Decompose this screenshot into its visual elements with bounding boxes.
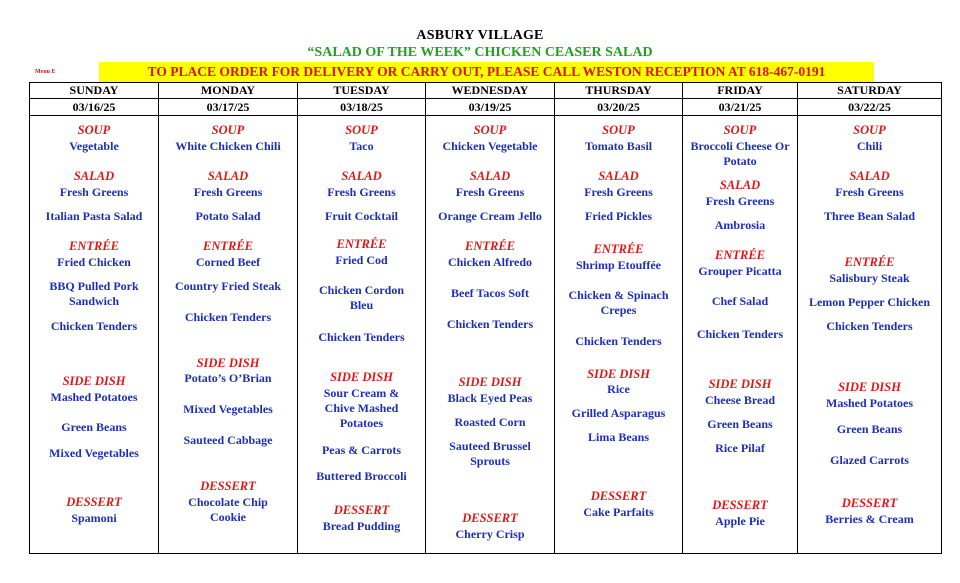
side-dish-item: Green Beans (836, 422, 903, 436)
side-dish-item: Roasted Corn (454, 415, 526, 429)
salad-item: Italian Pasta Salad (45, 209, 143, 223)
entree-item: Grouper Picatta (698, 264, 782, 278)
side-dish-item: Mixed Vegetables (49, 446, 139, 460)
day-header-row (30, 83, 942, 99)
day-date: 03/17/25 (159, 99, 298, 116)
entree-item: Country Fried Steak (175, 279, 281, 293)
side-dish-item: Lima Beans (587, 430, 649, 444)
dessert-item: Chocolate Chip Cookie (188, 495, 268, 524)
salad-item: Fresh Greens (705, 194, 775, 208)
entree-item: Fried Cod (335, 253, 388, 267)
salad-heading: SALAD (849, 169, 890, 183)
dessert-heading: DESSERT (841, 496, 898, 510)
salad-item: Fried Pickles (585, 209, 652, 223)
day-column-monday (159, 116, 298, 554)
side-dish-item: Mashed Potatoes (826, 396, 913, 410)
soup-heading: SOUP (345, 123, 378, 137)
side-dish-heading: SIDE DISH (708, 377, 772, 391)
side-dish-item: Rice (607, 382, 630, 396)
day-column-wednesday (426, 116, 555, 554)
soup-item: Vegetable (69, 139, 119, 153)
salad-item: Fresh Greens (455, 185, 525, 199)
side-dish-item: Mixed Vegetables (183, 402, 273, 416)
entree-heading: ENTRÉE (68, 239, 119, 253)
soup-heading: SOUP (473, 123, 507, 137)
entree-item: Salisbury Steak (829, 271, 910, 285)
salad-item: Fruit Cocktail (325, 209, 398, 223)
dessert-heading: DESSERT (333, 503, 390, 517)
day-name: SATURDAY (798, 83, 942, 99)
side-dish-heading: SIDE DISH (587, 367, 650, 381)
entree-item: Chicken Tenders (696, 327, 784, 341)
entree-item: Chicken Cordon Bleu (318, 283, 404, 312)
salad-item: Fresh Greens (59, 185, 129, 199)
salad-heading: SALAD (73, 169, 115, 183)
date-row (30, 99, 942, 116)
side-dish-item: Sour Cream & Chive Mashed Potatoes (323, 386, 400, 430)
salad-item: Fresh Greens (193, 185, 263, 199)
entree-heading: ENTRÉE (336, 237, 387, 251)
dessert-heading: DESSERT (200, 479, 256, 493)
day-date: 03/19/25 (426, 99, 555, 116)
salad-heading: SALAD (341, 169, 382, 183)
soup-heading: SOUP (602, 123, 635, 137)
side-dish-item: Cheese Bread (704, 393, 776, 407)
day-date: 03/18/25 (298, 99, 426, 116)
dessert-item: Cake Parfaits (583, 505, 654, 519)
day-name: SUNDAY (30, 83, 159, 99)
entree-heading: ENTRÉE (714, 248, 765, 262)
entree-item: Beef Tacos Soft (451, 286, 529, 300)
entree-heading: ENTRÉE (202, 239, 253, 253)
soup-heading: SOUP (723, 123, 757, 137)
side-dish-item: Black Eyed Peas (447, 391, 533, 405)
dessert-item: Spamoni (71, 511, 117, 525)
side-dish-item: Sauteed Cabbage (183, 433, 273, 447)
side-dish-item: Buttered Broccoli (316, 469, 407, 483)
entree-item: Chicken Tenders (575, 334, 662, 348)
day-name: TUESDAY (298, 83, 426, 99)
day-date: 03/21/25 (683, 99, 798, 116)
day-name: FRIDAY (683, 83, 798, 99)
salad-heading: SALAD (469, 169, 511, 183)
dessert-item: Apple Pie (715, 514, 765, 528)
soup-item: Chili (856, 139, 883, 153)
entree-item: Chicken Tenders (826, 319, 913, 333)
soup-heading: SOUP (853, 123, 886, 137)
day-column-saturday (798, 116, 942, 554)
salad-item: Fresh Greens (835, 185, 904, 199)
soup-heading: SOUP (211, 123, 245, 137)
entree-item: Chicken Tenders (446, 317, 534, 331)
side-dish-item: Green Beans (61, 420, 127, 434)
weekly-menu-table (29, 82, 942, 554)
dessert-item: Bread Pudding (322, 519, 401, 533)
side-dish-item: Green Beans (707, 417, 773, 431)
entree-item: Shrimp Etouffée (576, 258, 661, 272)
side-dish-item: Potato’s O’Brian (184, 371, 272, 385)
day-name: MONDAY (159, 83, 298, 99)
salad-heading: SALAD (719, 178, 761, 192)
side-dish-heading: SIDE DISH (330, 370, 393, 384)
salad-of-the-week: “SALAD OF THE WEEK” CHICKEN CEASER SALAD (307, 45, 653, 60)
salad-item: Fresh Greens (584, 185, 653, 199)
side-dish-item: Grilled Asparagus (571, 406, 666, 420)
menu-code: Menu E (35, 69, 56, 75)
side-dish-heading: SIDE DISH (196, 356, 260, 370)
side-dish-item: Glazed Carrots (830, 453, 909, 467)
dessert-item: Cherry Crisp (455, 527, 525, 541)
day-name: THURSDAY (555, 83, 683, 99)
salad-item: Orange Cream Jello (438, 209, 542, 223)
side-dish-heading: SIDE DISH (458, 375, 522, 389)
soup-item: Taco (349, 139, 374, 153)
entree-item: Chicken Tenders (184, 310, 272, 324)
soup-item: Chicken Vegetable (442, 139, 538, 153)
soup-heading: SOUP (77, 123, 111, 137)
salad-heading: SALAD (598, 169, 639, 183)
side-dish-item: Rice Pilaf (715, 441, 765, 455)
day-column-sunday (30, 116, 159, 554)
salad-heading: SALAD (207, 169, 249, 183)
side-dish-heading: SIDE DISH (62, 374, 126, 388)
day-name: WEDNESDAY (426, 83, 555, 99)
day-date: 03/16/25 (30, 99, 159, 116)
menu-body-row (30, 116, 942, 554)
entree-item: Corned Beef (195, 255, 261, 269)
side-dish-item: Peas & Carrots (321, 443, 402, 457)
side-dish-heading: SIDE DISH (838, 380, 901, 394)
side-dish-item: Mashed Potatoes (50, 390, 138, 404)
entree-item: Chicken & Spinach Crepes (568, 288, 669, 317)
dessert-heading: DESSERT (712, 498, 768, 512)
dessert-heading: DESSERT (590, 489, 647, 503)
day-column-thursday (555, 116, 683, 554)
dessert-item: Berries & Cream (825, 512, 914, 526)
entree-item: Chicken Tenders (318, 330, 405, 344)
entree-item: Lemon Pepper Chicken (808, 295, 931, 309)
dessert-heading: DESSERT (66, 495, 122, 509)
salad-item: Fresh Greens (327, 185, 396, 199)
day-date: 03/20/25 (555, 99, 683, 116)
entree-heading: ENTRÉE (844, 255, 895, 269)
salad-item: Ambrosia (714, 218, 766, 232)
side-dish-item: Sauteed Brussel Sprouts (449, 439, 531, 468)
soup-item: White Chicken Chili (175, 139, 281, 153)
day-column-tuesday (298, 116, 426, 554)
entree-heading: ENTRÉE (593, 242, 644, 256)
salad-item: Potato Salad (195, 209, 261, 223)
entree-item: Fried Chicken (57, 255, 131, 269)
salad-item: Three Bean Salad (823, 209, 916, 223)
order-banner: TO PLACE ORDER FOR DELIVERY OR CARRY OUT, PLEASE CALL WESTON RECEPTION AT 618-467-0191 (99, 62, 874, 82)
day-column-friday (683, 116, 798, 554)
dessert-heading: DESSERT (462, 511, 518, 525)
day-date: 03/22/25 (798, 99, 942, 116)
entree-heading: ENTRÉE (464, 239, 515, 253)
entree-item: Chicken Alfredo (447, 255, 533, 269)
page-title: ASBURY VILLAGE (416, 28, 544, 43)
soup-item: Tomato Basil (584, 139, 653, 153)
entree-item: Chicken Tenders (50, 319, 138, 333)
soup-item: Broccoli Cheese Or Potato (690, 139, 790, 168)
entree-item: BBQ Pulled Pork Sandwich (49, 279, 139, 308)
entree-item: Chef Salad (711, 294, 769, 308)
